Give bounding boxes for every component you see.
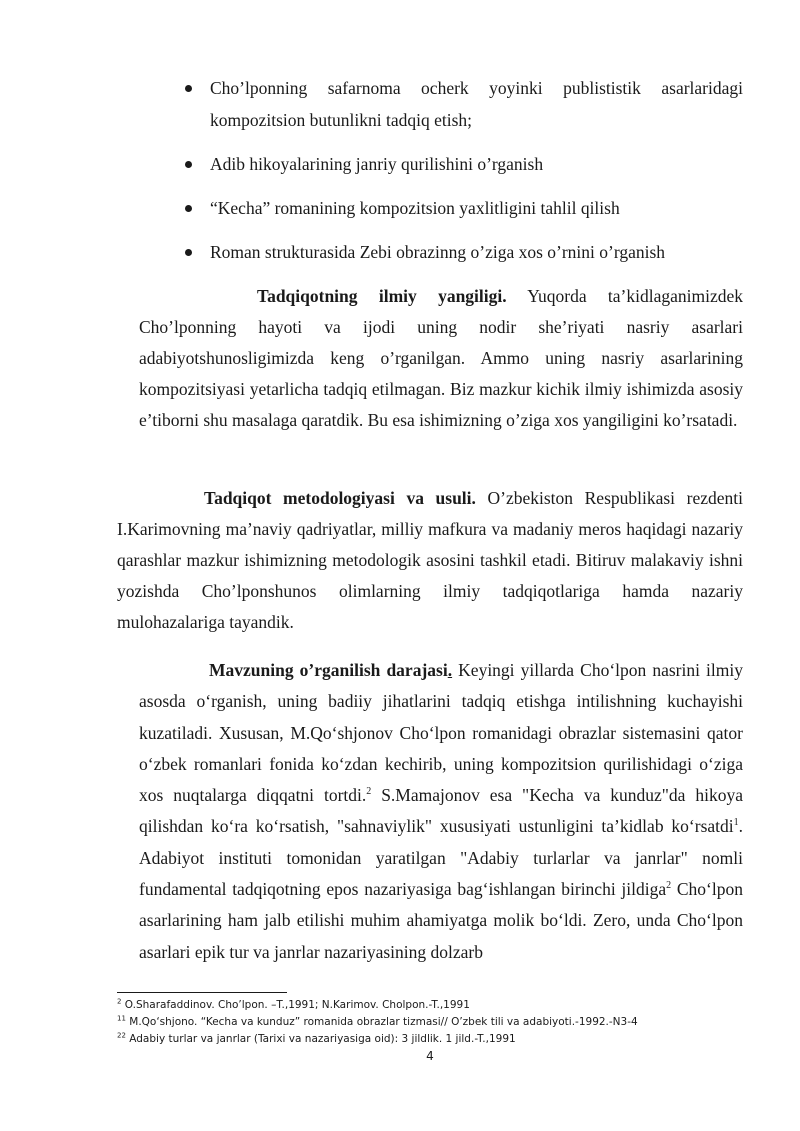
footnote: $^{22}$ Adabiy turlar va janrlar (Tarixi va nazariyasiga oid): 3 jildlik. 1 jild.-T.,1991 [117, 1031, 516, 1045]
bullet-icon [185, 161, 192, 168]
paragraph-text: O’zbekiston Respublikasi rezdenti I.Karimovning ma’naviy qadriyatlar, milliy mafkura va madaniy meros haqidagi nazariy qarashlar mazkur ishimizning metodologik asosini tashkil etadi. Bitiruv malakaviy ishni yozishda Cho’lponshunos olimlarning ilmiy tadqiqotlariga hamda nazariy mulohazalariga tayandik. [117, 488, 743, 632]
section-heading: Tadqiqotning ilmiy yangiligi. [257, 286, 507, 306]
paragraph-text: S.Mamajonov esa "Kecha va kunduz"da hikoya qilishdan ko‘ra ko‘rsatish, "sahnaviylik" xususiyati ustunligini ta’kidlab ko‘rsatdi [139, 785, 743, 837]
paragraph-text: Yuqorda ta’kidlaganimizdek Cho’lponning hayoti va ijodi uning nodir she’riyati nasriy asarlari adabiyotshunosligimizda keng o’rganilgan. Ammo uning nasriy asarlarining kompozitsiyasi yetarlicha tadqiq etilmagan. Biz mazkur kichik ilmiy ishimizda asosiy e’tiborni shu masalaga qaratdik. Bu esa ishimizning o’ziga xos yangiligini ko’rsatadi. [139, 286, 743, 430]
scientific-novelty-paragraph [139, 281, 743, 436]
list-item: Cho’lponning safarnoma ocherk yoyinki publististik asarlaridagi kompozitsion butunlikni tadqiq etish; [185, 72, 743, 136]
bullet-icon [185, 249, 192, 256]
objectives-list [185, 72, 743, 268]
list-item: Roman strukturasida Zebi obrazinng o’ziga xos o’rnini o’rganish [185, 236, 743, 268]
list-item: Adib hikoyalarining janriy qurilishini o’rganish [185, 148, 743, 180]
section-heading: Tadqiqot metodologiyasi va usuli. [204, 488, 476, 508]
page-number: 4 [426, 1049, 434, 1063]
footnote-ref[interactable]: 2 [366, 786, 372, 798]
section-heading: Mavzuning o’rganilish darajasi [209, 660, 448, 680]
footnote: $^2$ O.Sharafaddinov. Cho’lpon. –T.,1991; N.Karimov. Cholpon.-T.,1991 [117, 997, 470, 1011]
bullet-icon [185, 85, 192, 92]
heading-dot: . [447, 660, 453, 680]
paragraph-text: Cho‘lpon asarlarining ham jalb etilishi muhim ahamiyatga molik bo‘ldi. Zero, unda Cho‘lpon asarlari epik tur va janrlar nazariyasining dolzarb [139, 879, 743, 962]
list-item: “Kecha” romanining kompozitsion yaxlitligini tahlil qilish [185, 192, 743, 224]
footnotes [117, 997, 747, 1048]
footnote-separator [117, 992, 287, 993]
methodology-paragraph [117, 483, 743, 638]
paragraph-text: Keyingi yillarda Cho‘lpon nasrini ilmiy asosda o‘rganish, uning badiiy jihatlarini tadqiq etishga intilishning kuchayishi kuzatiladi. Xususan, M.Qo‘shjonov Cho‘lpon romanidagi obrazlar sistemasini qator o‘zbek romanlari fonida ko‘zdan kechirib, uning kompozitsion qurilishidagi o‘ziga xos nuqtalarga diqqatni tortdi. [139, 660, 743, 806]
footnote-ref[interactable]: 1 [733, 817, 739, 829]
footnote-ref[interactable]: 2 [666, 880, 672, 892]
bullet-icon [185, 205, 192, 212]
footnote: $^{11}$ M.Qo‘shjono. “Kecha va kunduz” romanida obrazlar tizmasi// O’zbek tili va adabiyoti.-1992.-N3-4 [117, 1014, 638, 1028]
paragraph-text: . Adabiyot instituti tomonidan yaratilgan "Adabiy turlarlar va janrlar" nomli fundamental tadqiqotning epos nazariyasiga bag‘ishlangan birinchi jildiga [139, 816, 743, 900]
study-level-paragraph [139, 655, 743, 968]
